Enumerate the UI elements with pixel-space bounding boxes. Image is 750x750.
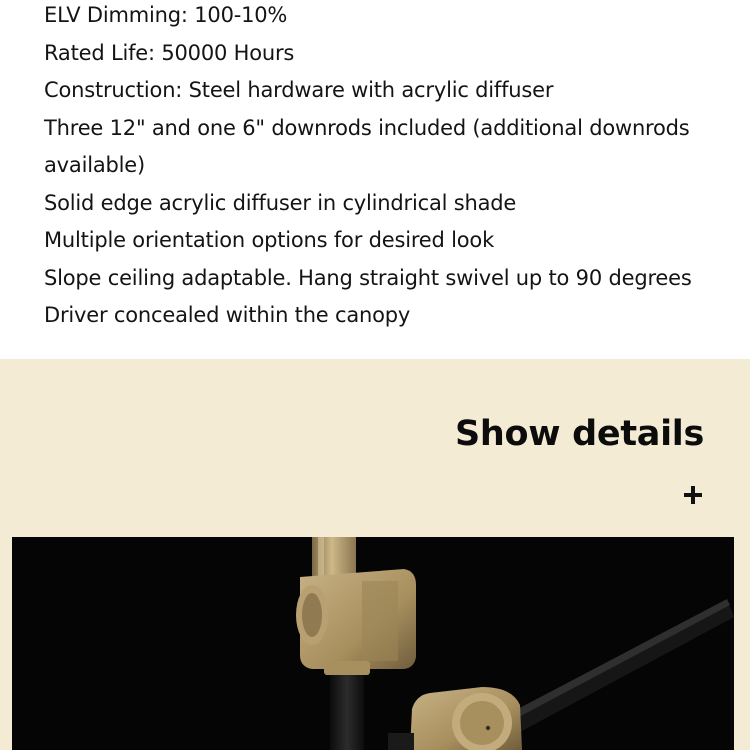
lower-brass-joint bbox=[410, 687, 522, 750]
plus-icon[interactable] bbox=[682, 484, 704, 506]
plus-icon-vertical-bar bbox=[691, 486, 695, 504]
brass-joint-fixture-photo bbox=[12, 537, 734, 750]
spec-item-driver: Driver concealed within the canopy bbox=[44, 303, 411, 327]
spec-item-orientation: Multiple orientation options for desired look bbox=[44, 228, 495, 252]
spec-item-diffuser: Solid edge acrylic diffuser in cylindrical shade bbox=[44, 190, 517, 215]
spec-item-downrods: Three 12" and one 6" downrods included (additional downrods available) bbox=[44, 115, 690, 177]
spec-section bbox=[0, 0, 750, 359]
details-title: Show details bbox=[454, 414, 704, 454]
spec-item-dimming: ELV Dimming: 100-10% bbox=[44, 3, 288, 27]
lower-left-rod bbox=[388, 733, 414, 750]
product-detail-photo bbox=[12, 537, 734, 750]
brass-collar bbox=[324, 661, 370, 675]
diagonal-rod bbox=[512, 599, 734, 732]
spec-item-rated-life: Rated Life: 50000 Hours bbox=[44, 40, 295, 65]
spec-item-slope-ceiling: Slope ceiling adaptable. Hang straight swivel up to 90 degrees bbox=[44, 265, 692, 290]
upper-brass-joint bbox=[296, 569, 416, 669]
spec-item-construction: Construction: Steel hardware with acrylic diffuser bbox=[44, 78, 554, 102]
vertical-rod bbox=[330, 667, 364, 750]
spec-list bbox=[44, 0, 714, 335]
